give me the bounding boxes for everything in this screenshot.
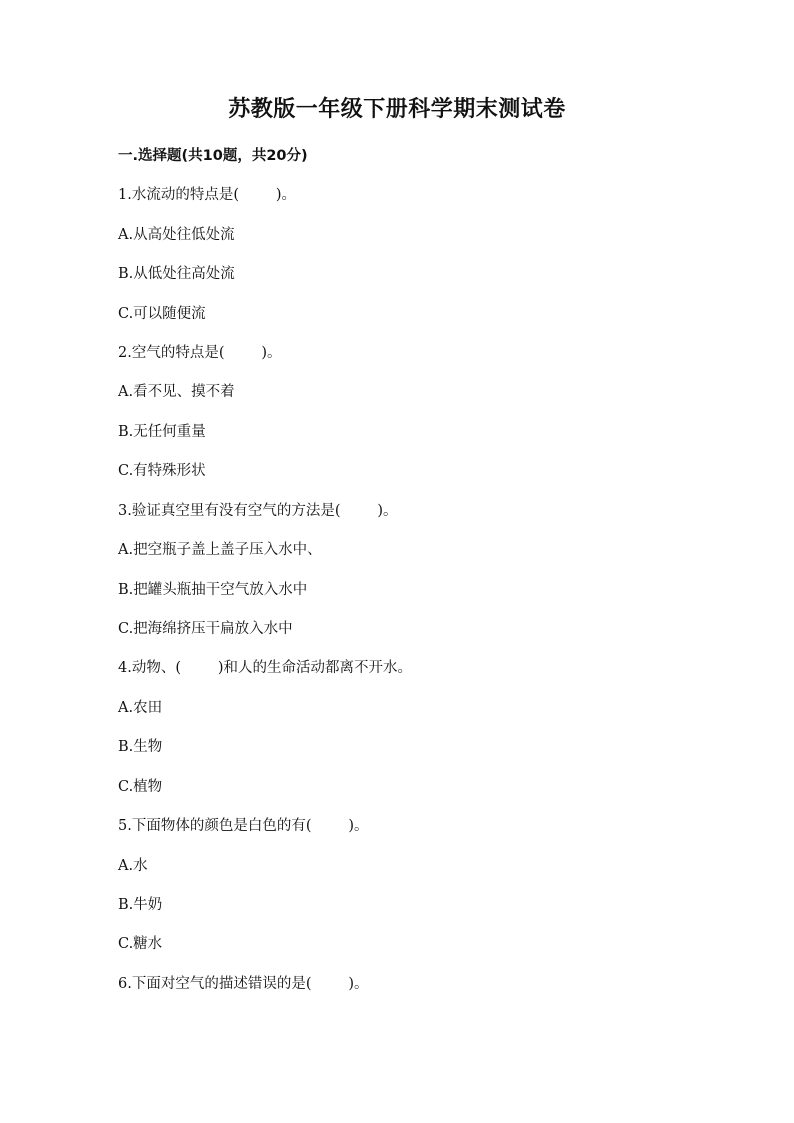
- question-4: 4.动物、( )和人的生命活动都离不开水。: [118, 660, 413, 676]
- question-5-option-c: C.糖水: [118, 936, 163, 952]
- question-4-option-a: A.农田: [118, 700, 163, 716]
- question-2-option-a: A.看不见、摸不着: [118, 384, 235, 400]
- question-1-option-c: C.可以随便流: [118, 306, 206, 322]
- question-1-option-b: B.从低处往高处流: [118, 266, 235, 282]
- question-3-option-a: A.把空瓶子盖上盖子压入水中、: [118, 542, 322, 558]
- question-4-option-c: C.植物: [118, 779, 163, 795]
- question-4-option-b: B.生物: [118, 739, 163, 755]
- question-1: 1.水流动的特点是( )。: [118, 187, 297, 203]
- question-5-option-a: A.水: [118, 858, 148, 874]
- question-3-option-c: C.把海绵挤压干扁放入水中: [118, 621, 293, 637]
- page-title: 苏教版一年级下册科学期末测试卷: [228, 96, 566, 122]
- question-2: 2.空气的特点是( )。: [118, 345, 282, 361]
- question-3: 3.验证真空里有没有空气的方法是( )。: [118, 503, 398, 519]
- question-5-option-b: B.牛奶: [118, 897, 163, 913]
- section-heading: 一.选择题(共10题，共20分): [118, 148, 308, 164]
- question-1-option-a: A.从高处往低处流: [118, 227, 235, 243]
- question-3-option-b: B.把罐头瓶抽干空气放入水中: [118, 582, 308, 598]
- question-5: 5.下面物体的颜色是白色的有( )。: [118, 818, 369, 834]
- question-2-option-c: C.有特殊形状: [118, 463, 206, 479]
- question-6: 6.下面对空气的描述错误的是( )。: [118, 976, 369, 992]
- question-2-option-b: B.无任何重量: [118, 424, 206, 440]
